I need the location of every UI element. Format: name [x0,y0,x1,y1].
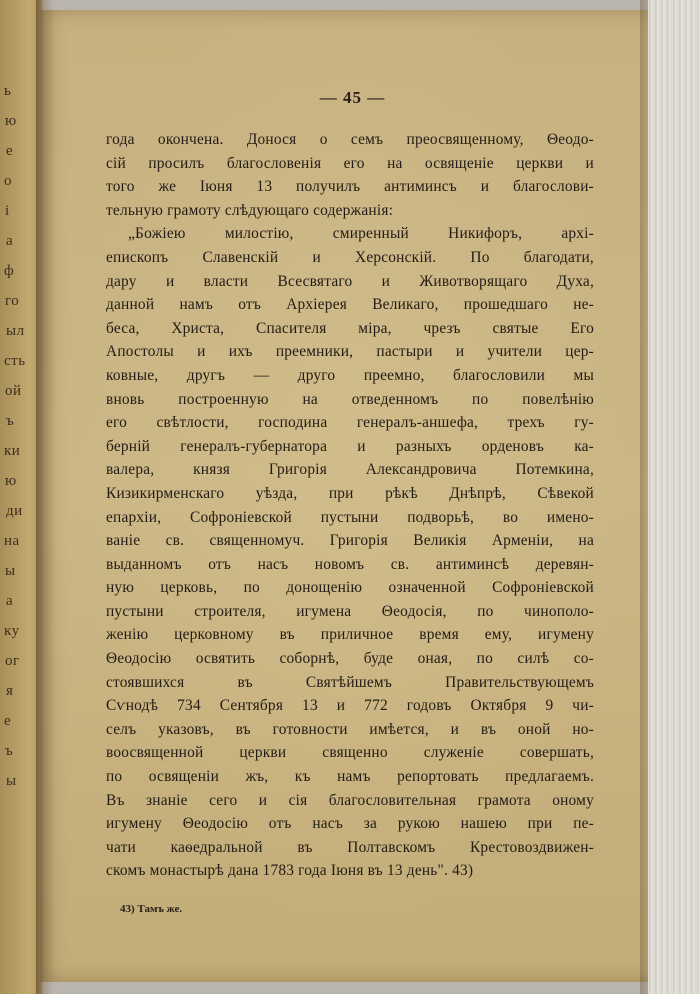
left-page-fragment: а [6,593,14,609]
left-page-fragment: е [6,143,14,159]
left-page-fragment: а [6,233,14,249]
text-line: дару и власти Всесвятаго и Животворящаго Духа, [106,272,594,290]
left-page-fragment: ки [4,443,21,459]
left-page-fragment: ыл [6,323,25,339]
text-line: валера, князя Григорія Александровича Потемкина, [106,461,594,479]
text-line: вновь построенную на отведенномъ по повелѣнію [106,390,594,408]
text-line: того же Іюня 13 получилъ антиминсъ и благослови- [106,178,594,196]
text-line: чати каѳедральной въ Полтавскомъ Крестовоздвижен- [106,838,594,856]
page-number: — 45 — [319,88,386,107]
left-page-fragment: ю [5,473,17,489]
left-page-fragment: і [5,203,10,219]
left-page-fragment: ы [5,563,16,579]
text-line: по освященіи жъ, къ намъ репортовать предлагаемъ. [106,768,594,786]
text-line: Въ знаніе сего и сія благословительная грамота оному [106,791,594,809]
left-page-fragment: ь [4,83,12,99]
left-page-fragment: я [6,683,14,699]
text-line: женію церковному въ приличное время ему, игумену [106,626,594,644]
left-page-fragment: ди [6,503,23,519]
left-page-fragment: ъ [5,743,14,759]
text-line: селъ указовъ, въ готовности имѣется, и въ оной но- [106,720,594,738]
text-line: данной намъ отъ Архіерея Великаго, прошедшаго не- [106,296,594,314]
text-line: тельную грамоту слѣдующаго содержанія: [106,201,394,219]
text-line: „Божіею милостію, смиренный Никифоръ, архі- [128,225,594,243]
right-page [40,10,665,982]
left-page-fragment: ог [5,653,20,669]
page-stack-edge [648,0,700,994]
text-line: пустыни строителя, игумена Θеодосія, по чинополо- [106,602,594,620]
left-page-fragment: ой [5,383,22,399]
text-line: выданномъ отъ насъ новомъ св. антиминсѣ деревян- [106,555,594,573]
left-page-fragment: ъ [6,413,15,429]
text-line: берній генералъ-губернатора и разныхъ орденовъ ка- [106,437,594,455]
left-page-fragment: ы [6,773,17,789]
left-page-fragment: на [4,533,20,549]
left-page-fragment: о [4,173,12,189]
text-line: воосвященной церкви священно служеніе совершать, [106,744,594,762]
text-line: его свѣтлости, господина генералъ-аншефа, трехъ гу- [106,414,594,432]
body-text [106,128,594,883]
text-line: ковные, другъ — друго преемно, благословили мы [106,366,594,384]
footnote: 43) Тамъ же. [120,903,183,915]
text-line: сій просилъ благословенія его на освященіе церкви и [106,154,594,172]
left-page-fragment: ю [5,113,17,129]
text-line: Апостолы и ихъ преемники, пастыри и учители цер- [106,343,594,361]
text-line: беса, Христа, Спасителя міра, чрезъ святые Его [106,319,594,337]
text-line: года окончена. Донося о семъ преосвященному, Θеодо- [106,131,594,148]
left-page-fragment: сть [4,353,26,369]
book-gutter [36,0,54,994]
text-line: епархіи, Софроніевской пустыни подворьѣ, во имено- [106,508,594,526]
text-line: игумену Θеодосію отъ насъ за рукою нашею при пе- [106,815,594,833]
text-line: Кизикирменскаго уѣзда, при рѣкѣ Днѣпрѣ, Сѣвекой [106,484,594,502]
left-page-fragment: ф [4,263,15,279]
text-line: стоявшихся въ Святѣйшемъ Правительствующемъ [106,673,594,691]
left-page-fragment: го [5,293,20,309]
text-line: ваніе св. священномуч. Григорія Великія Арменіи, на [106,532,594,550]
text-line: Сѵнодѣ 734 Сентября 13 и 772 годовъ Октября 9 чи- [106,697,594,715]
text-line: ную церковь, по донощенію означенной Софроніевской [106,579,594,597]
text-line: епископъ Славенскій и Херсонскій. По благодати, [106,248,594,266]
left-page-fragment: ку [4,623,20,639]
left-page-fragment: е [4,713,12,729]
text-line: скомъ монастырѣ дана 1783 года Іюня въ 13 день". 43) [106,862,474,880]
text-line: Θеодосію освятить соборнѣ, буде оная, по силѣ со- [106,650,594,668]
